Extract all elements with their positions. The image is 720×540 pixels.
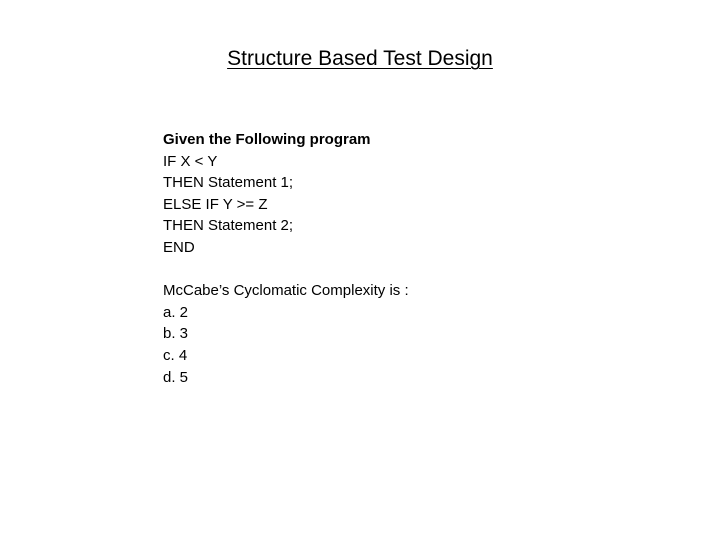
program-line: THEN Statement 2; [163, 217, 294, 235]
program-line: THEN Statement 1; [163, 174, 294, 192]
slide-body [163, 129, 623, 388]
answer-option-b: b. 3 [163, 325, 189, 343]
answer-option-c: c. 4 [163, 346, 188, 364]
answer-option-a: a. 2 [163, 303, 189, 321]
spacer [163, 259, 623, 281]
question-text: McCabe’s Cyclomatic Complexity is : [163, 282, 409, 300]
program-heading: Given the Following program [163, 131, 371, 148]
program-line: END [163, 238, 195, 256]
slide-title: Structure Based Test Design [227, 47, 493, 70]
program-line: IF X < Y [163, 152, 218, 170]
answer-option-d: d. 5 [163, 368, 189, 386]
program-line: ELSE IF Y >= Z [163, 195, 268, 213]
